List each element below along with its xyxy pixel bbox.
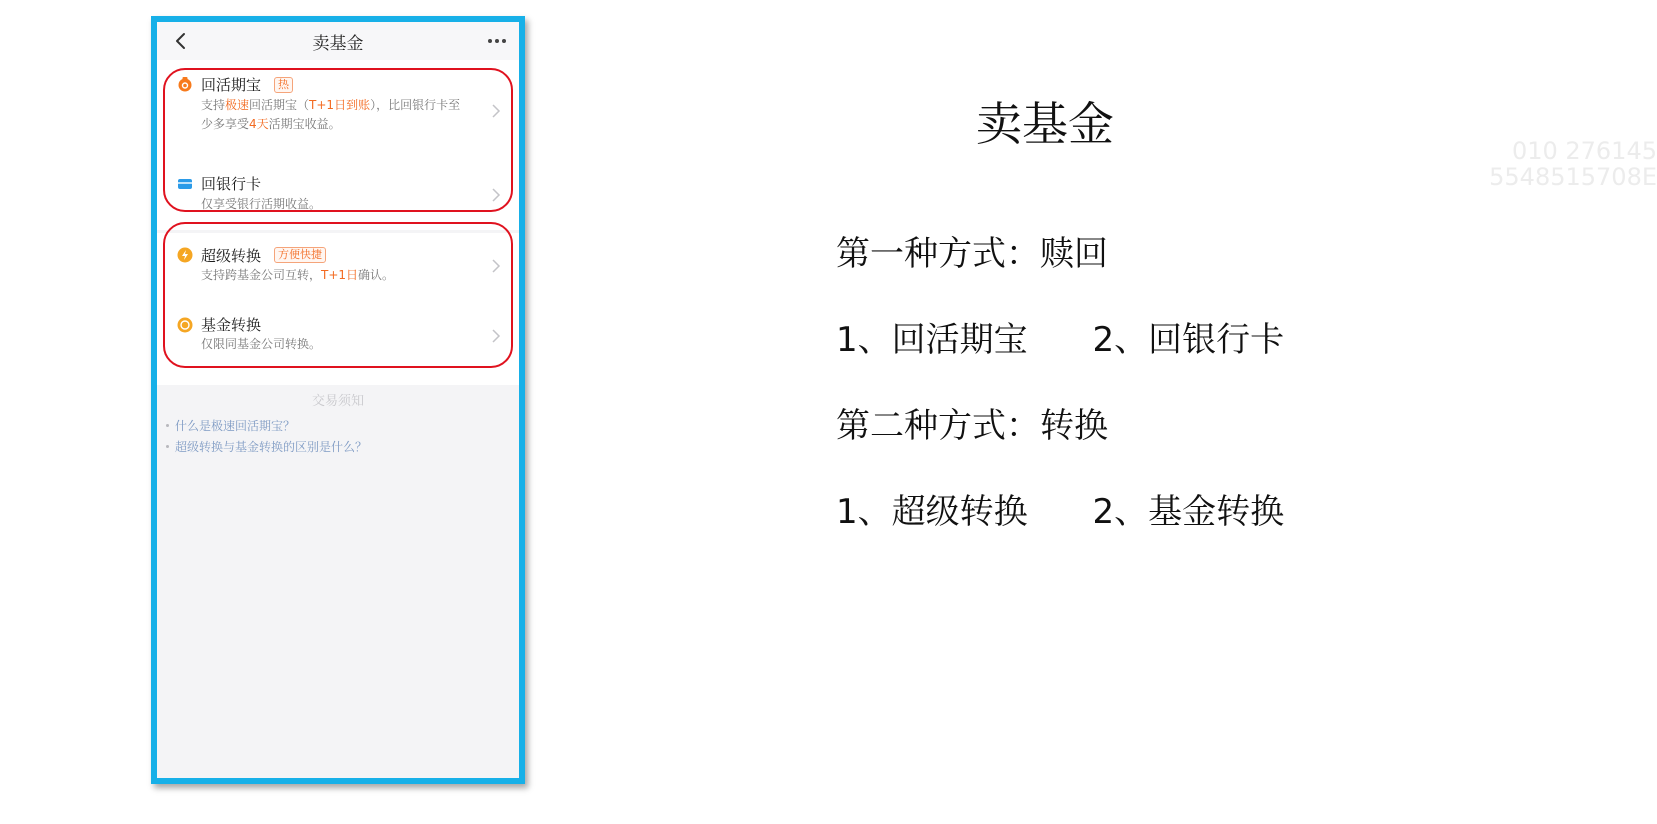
bank-card-icon xyxy=(177,176,193,192)
page-title: 卖基金 xyxy=(312,33,364,54)
redeem-options-card xyxy=(157,60,519,230)
desc-text: ），比回银行卡至少多享受 xyxy=(201,98,461,131)
faq-link[interactable]: 什么是极速回活期宝？ xyxy=(175,419,296,433)
phone-screenshot xyxy=(151,16,525,784)
desc-text: 回活期宝（ xyxy=(249,98,310,112)
chevron-right-icon xyxy=(491,259,501,273)
option-desc xyxy=(201,96,471,134)
lightning-icon xyxy=(177,247,193,263)
back-arrow-icon[interactable] xyxy=(171,31,191,51)
desc-text: 确认。 xyxy=(358,268,395,282)
option-to-huoqibao[interactable] xyxy=(157,60,519,158)
slide-line-method-2-options: 1、超级转换 2、基金转换 xyxy=(836,492,1285,532)
desc-highlight: T+1日 xyxy=(321,268,359,282)
slide-line-method-2: 第二种方式：转换 xyxy=(836,406,1108,446)
trade-notice-title: 交易须知 xyxy=(311,394,364,409)
option-title: 回银行卡 xyxy=(201,175,262,193)
desc-highlight: 极速 xyxy=(225,98,250,112)
convert-options-card xyxy=(157,233,519,385)
option-desc: 仅限同基金公司转换。 xyxy=(201,337,322,351)
desc-text: 活期宝收益。 xyxy=(268,117,341,131)
convenient-tag: 方便快捷 xyxy=(274,247,326,263)
money-bag-icon xyxy=(177,76,193,92)
chevron-right-icon xyxy=(491,329,501,343)
slide-title: 卖基金 xyxy=(976,97,1114,151)
slide-line-method-1: 第一种方式：赎回 xyxy=(836,234,1108,274)
option-super-convert[interactable] xyxy=(157,233,519,303)
option-desc: 仅享受银行活期收益。 xyxy=(201,197,322,211)
chevron-right-icon xyxy=(491,104,501,118)
desc-highlight: 4天 xyxy=(249,117,269,131)
more-icon[interactable] xyxy=(485,31,509,51)
hot-tag: 热 xyxy=(274,77,293,93)
desc-text: 支持 xyxy=(201,98,226,112)
faq-link[interactable]: 超级转换与基金转换的区别是什么？ xyxy=(175,440,368,454)
desc-highlight: T+1日到账 xyxy=(309,98,371,112)
option-fund-convert[interactable] xyxy=(157,303,519,385)
option-desc xyxy=(201,266,471,285)
option-title: 基金转换 xyxy=(201,316,262,334)
watermark: 010 276145 5548515708E xyxy=(1489,137,1657,191)
nav-bar xyxy=(157,22,519,60)
chevron-right-icon xyxy=(491,188,501,202)
slide-line-method-1-options: 1、回活期宝 2、回银行卡 xyxy=(836,320,1285,360)
option-title: 超级转换 xyxy=(201,247,262,265)
desc-text: 支持跨基金公司互转， xyxy=(201,268,322,282)
option-title: 回活期宝 xyxy=(201,76,262,94)
coin-icon xyxy=(177,317,193,333)
option-to-bank-card[interactable] xyxy=(157,158,519,230)
